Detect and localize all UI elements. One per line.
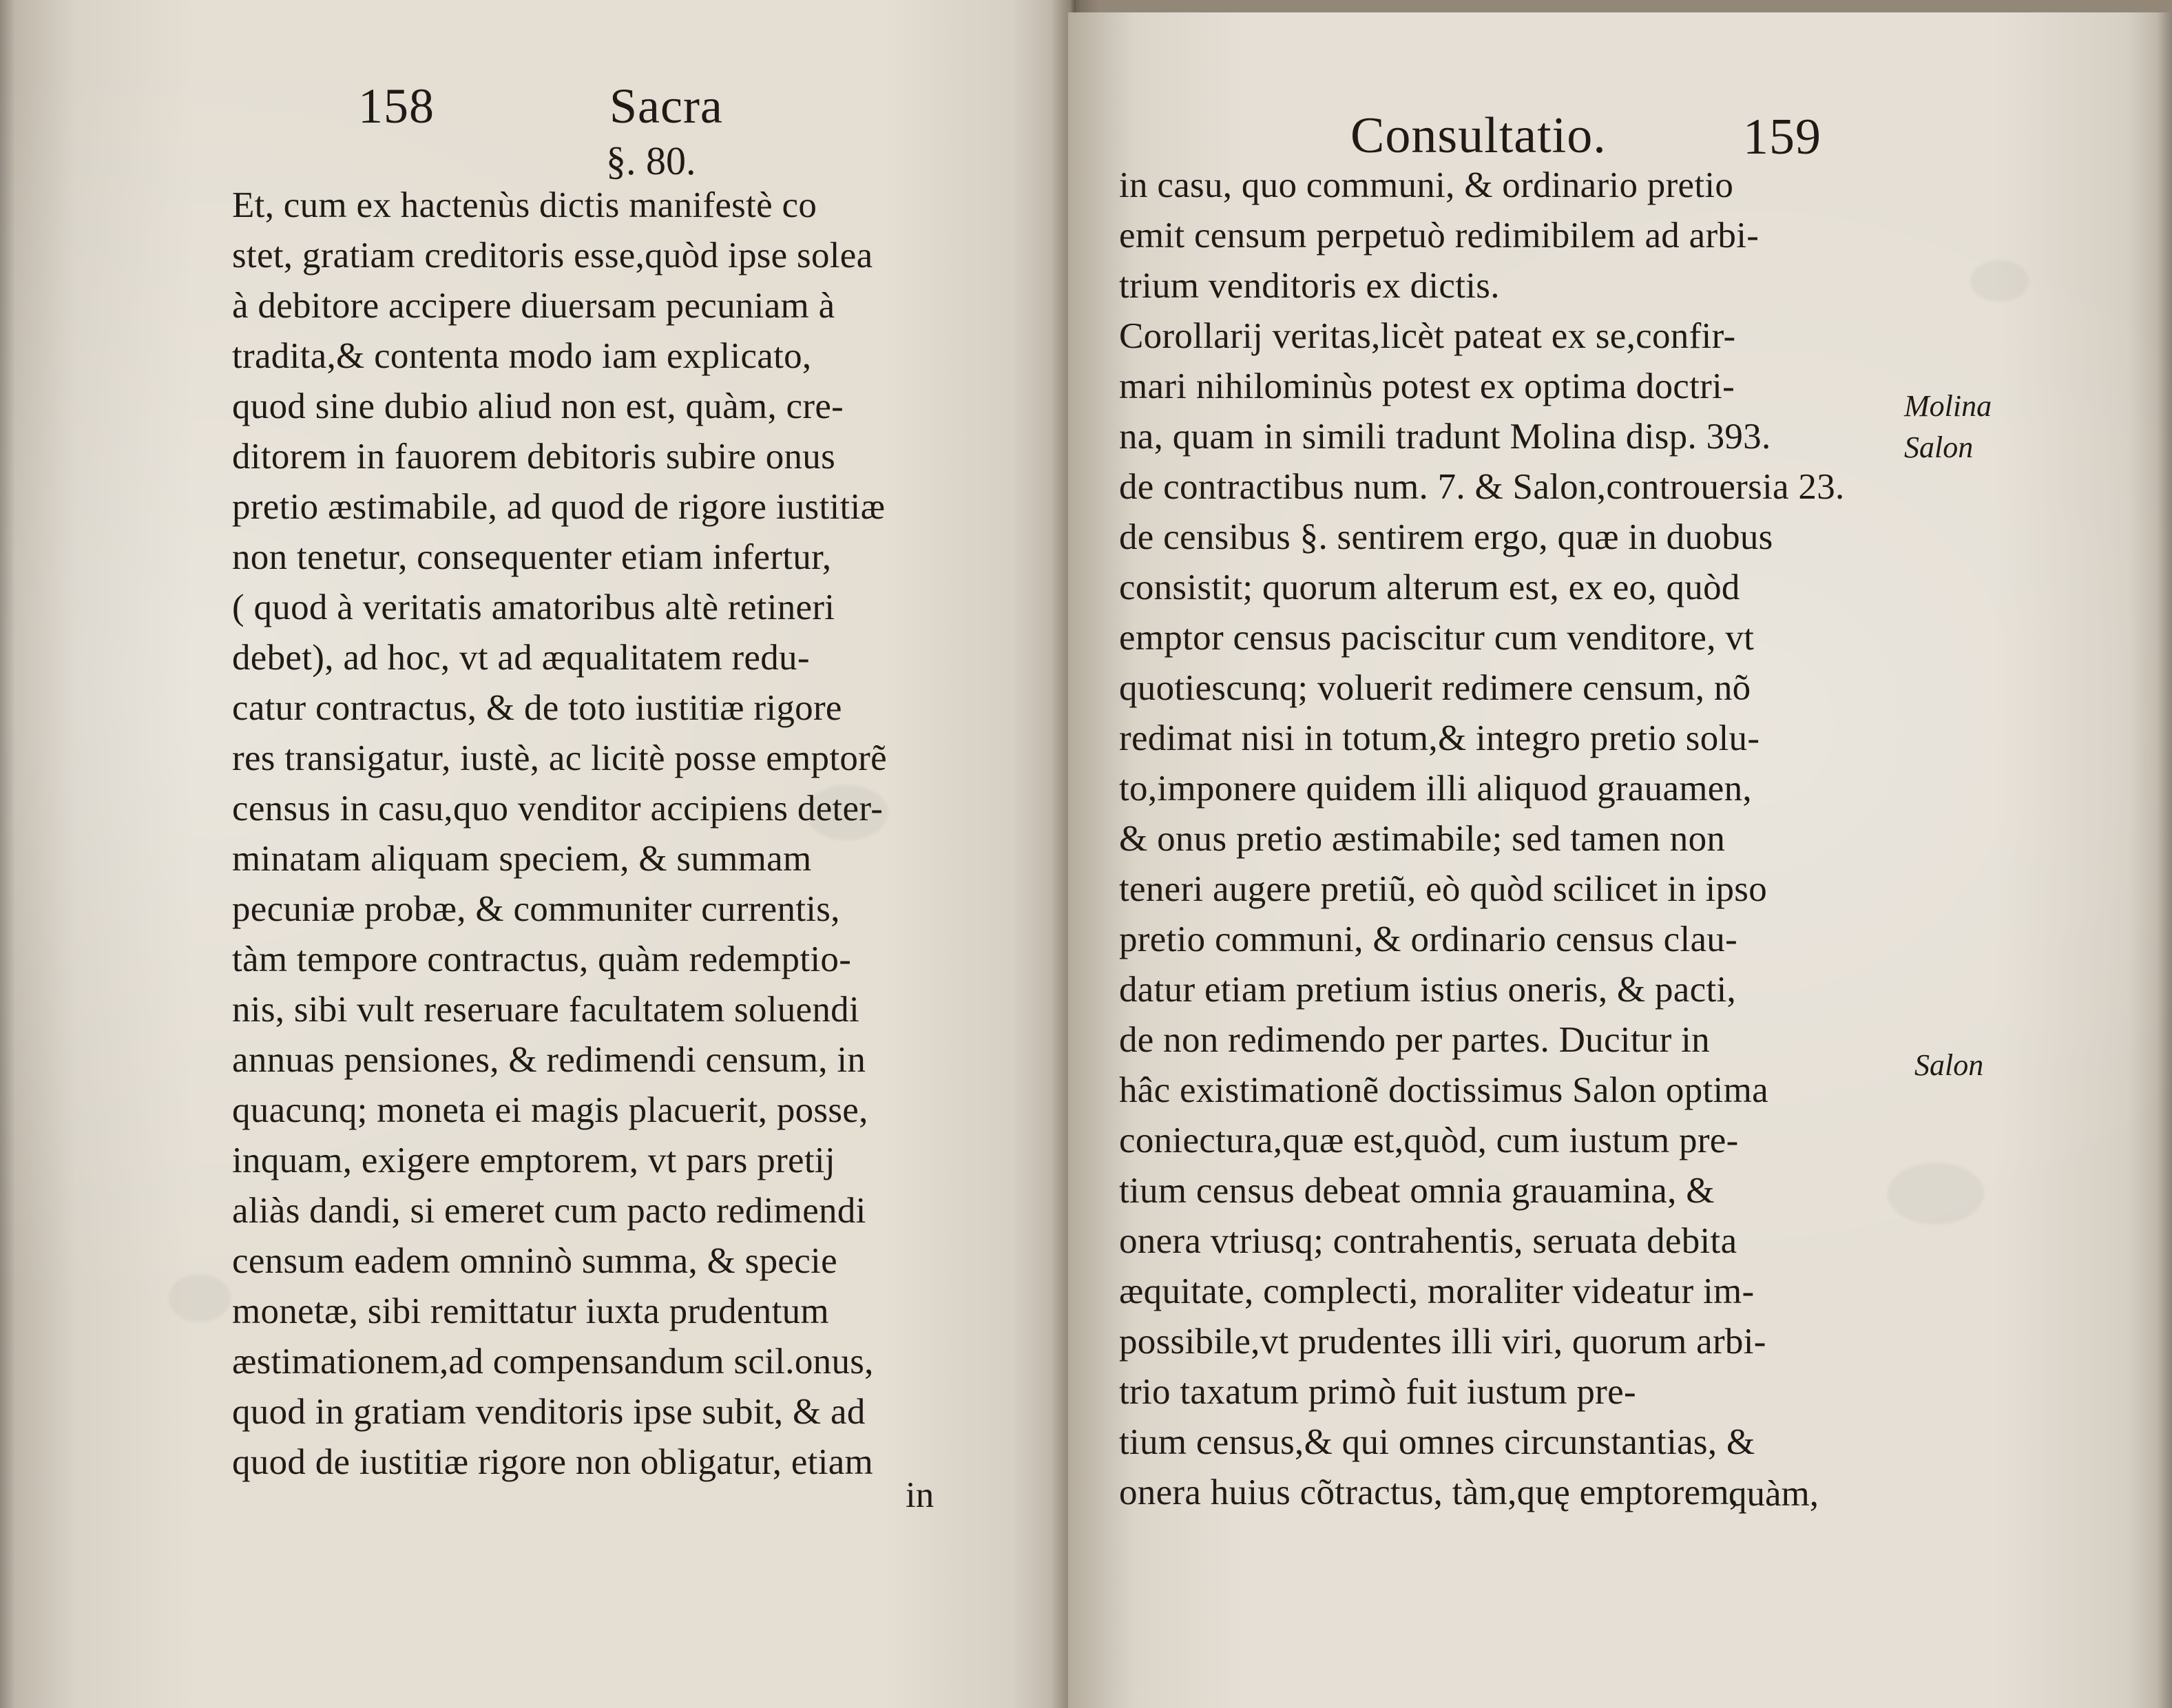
text-line: tium census,& qui omnes circunstantias, & xyxy=(1119,1422,1755,1462)
right-page-body xyxy=(1119,160,1952,1518)
text-line: de contractibus num. 7. & Salon,controuersia 23. xyxy=(1119,467,1845,507)
text-line: pretio æstimabile, ad quod de rigore iustitiæ xyxy=(232,487,886,527)
text-line: pretio communi, & ordinario census clau- xyxy=(1119,919,1738,959)
text-line: de censibus §. sentirem ergo, quæ in duobus xyxy=(1119,517,1773,557)
text-line: possibile,vt prudentes illi viri, quorum arbi- xyxy=(1119,1322,1766,1362)
text-line: censum eadem omninò summa, & specie xyxy=(232,1241,837,1281)
text-line: emit censum perpetuò redimibilem ad arbi- xyxy=(1119,216,1759,256)
left-page-edge-shadow xyxy=(0,0,15,1708)
margin-note-salon: Salon xyxy=(1914,1048,1984,1082)
text-line: non tenetur, consequenter etiam infertur, xyxy=(232,537,832,577)
text-line: monetæ, sibi remittatur iuxta prudentum xyxy=(232,1291,829,1331)
text-line: stet, gratiam creditoris esse,quòd ipse solea xyxy=(232,236,873,275)
text-line: nis, sibi vult reseruare facultatem soluendi xyxy=(232,990,859,1030)
text-line: emptor census paciscitur cum venditore, vt xyxy=(1119,618,1755,658)
text-line: de non redimendo per partes. Ducitur in xyxy=(1119,1020,1710,1060)
text-line: catur contractus, & de toto iustitiæ rigore xyxy=(232,688,842,728)
text-line: æstimationem,ad compensandum scil.onus, xyxy=(232,1342,874,1382)
right-catchword: quàm, xyxy=(1729,1474,1819,1514)
text-line: quacunq; moneta ei magis placuerit, posse, xyxy=(232,1090,868,1130)
text-line: tàm tempore contractus, quàm redemptio- xyxy=(232,939,852,979)
right-running-head: Consultatio. xyxy=(1350,107,1607,164)
section-heading: §. 80. xyxy=(606,138,696,183)
left-running-head: Sacra xyxy=(609,79,723,134)
margin-note-salon: Salon xyxy=(1904,430,1974,464)
text-line: aliàs dandi, si emeret cum pacto redimendi xyxy=(232,1191,866,1231)
text-line: datur etiam pretium istius oneris, & pacti, xyxy=(1119,970,1737,1010)
right-page-number: 159 xyxy=(1743,109,1821,165)
text-line: quod in gratiam venditoris ipse subit, & ad xyxy=(232,1392,866,1432)
text-line: & onus pretio æstimabile; sed tamen non xyxy=(1119,819,1726,859)
text-line: quotiescunq; voluerit redimere censum, nõ xyxy=(1119,668,1751,708)
text-line: minatam aliquam speciem, & summam xyxy=(232,839,812,879)
text-line: Et, cum ex hactenùs dictis manifestè co xyxy=(232,185,817,225)
margin-note-molina: Molina xyxy=(1904,389,1992,423)
text-line: quod de iustitiæ rigore non obligatur, etiam xyxy=(232,1442,874,1482)
text-line: trio taxatum primò fuit iustum pre- xyxy=(1119,1372,1636,1412)
text-line: inquam, exigere emptorem, vt pars pretij xyxy=(232,1141,835,1180)
right-page xyxy=(1068,12,2172,1708)
left-catchword: in xyxy=(906,1475,934,1515)
text-line: quod sine dubio aliud non est, quàm, cre- xyxy=(232,386,844,426)
text-line: trium venditoris ex dictis. xyxy=(1119,266,1500,306)
left-page-body xyxy=(232,180,1045,1488)
text-line: annuas pensiones, & redimendi censum, in xyxy=(232,1040,866,1080)
text-line: debet), ad hoc, vt ad æqualitatem redu- xyxy=(232,638,810,678)
right-page-edge-shadow xyxy=(2157,12,2172,1708)
text-line: na, quam in simili tradunt Molina disp. 393. xyxy=(1119,417,1771,457)
text-line: à debitore accipere diuersam pecuniam à xyxy=(232,286,835,326)
text-line: consistit; quorum alterum est, ex eo, quòd xyxy=(1119,567,1740,607)
text-line: teneri augere pretiũ, eò quòd scilicet in ipso xyxy=(1119,869,1767,909)
text-line: res transigatur, iustè, ac licitè posse emptorẽ xyxy=(232,738,887,778)
text-line: to,imponere quidem illi aliquod grauamen, xyxy=(1119,769,1752,809)
paper-stain xyxy=(1970,260,2029,302)
text-line: coniectura,quæ est,quòd, cum iustum pre- xyxy=(1119,1121,1739,1160)
text-line: ditorem in fauorem debitoris subire onus xyxy=(232,437,836,477)
text-line: ( quod à veritatis amatoribus altè retineri xyxy=(232,587,835,627)
left-page-number: 158 xyxy=(358,79,435,134)
text-line: redimat nisi in totum,& integro pretio solu- xyxy=(1119,718,1760,758)
text-line: mari nihilominùs potest ex optima doctri- xyxy=(1119,366,1735,406)
text-line: census in casu,quo venditor accipiens deter- xyxy=(232,789,884,829)
text-line: tium census debeat omnia grauamina, & xyxy=(1119,1171,1715,1211)
text-line: tradita,& contenta modo iam explicato, xyxy=(232,336,812,376)
text-line: æquitate, complecti, moraliter videatur im- xyxy=(1119,1271,1755,1311)
text-line: in casu, quo communi, & ordinario pretio xyxy=(1119,165,1734,205)
text-line: pecuniæ probæ, & communiter currentis, xyxy=(232,889,840,929)
text-line: onera huius cõtractus, tàm,quę emptorem, xyxy=(1119,1472,1739,1512)
paper-stain xyxy=(169,1274,231,1322)
text-line: Corollarij veritas,licèt pateat ex se,confir- xyxy=(1119,316,1736,356)
text-line: hâc existimationẽ doctissimus Salon optima xyxy=(1119,1070,1768,1110)
text-line: onera vtriusq; contrahentis, seruata debita xyxy=(1119,1221,1737,1261)
left-page xyxy=(0,0,1078,1708)
